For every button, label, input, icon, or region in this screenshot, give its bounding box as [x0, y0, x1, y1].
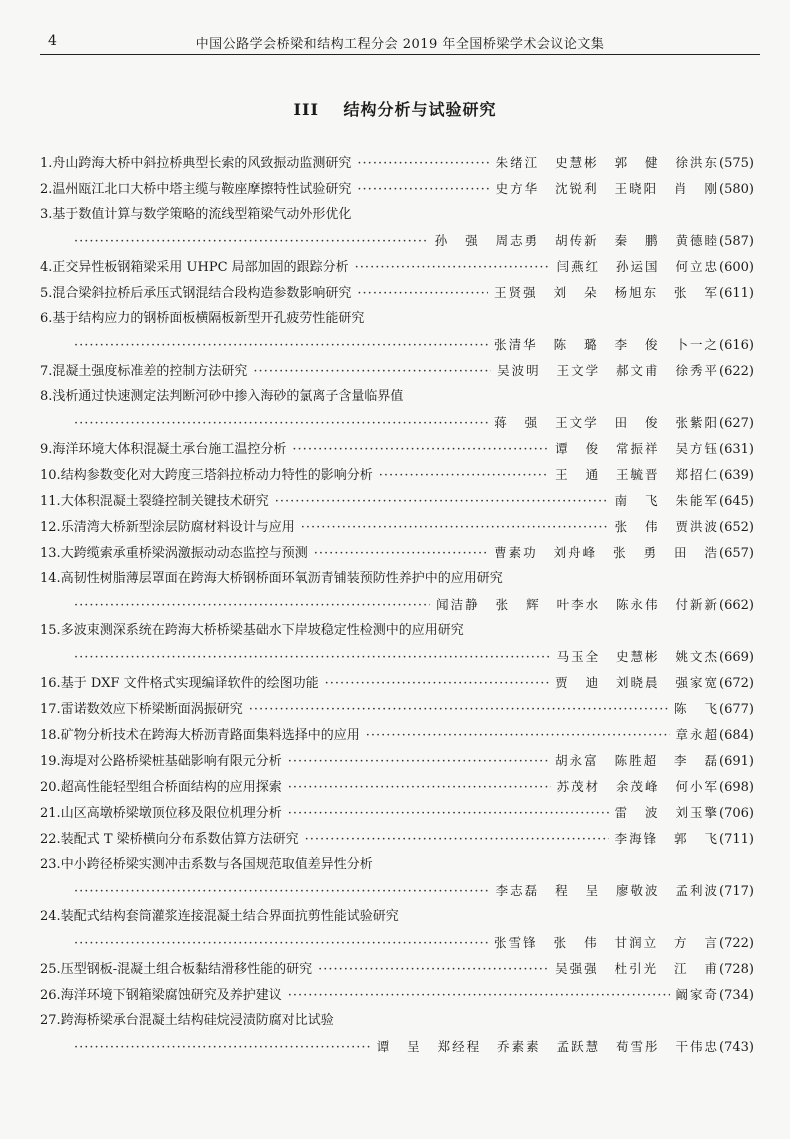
- entry-number: 25.: [40, 962, 61, 977]
- leader-dots: [357, 281, 488, 307]
- leader-dots: [288, 983, 670, 1009]
- entry-number: 2.: [40, 182, 53, 197]
- entry-page[interactable]: (600): [719, 260, 754, 275]
- entry-number: 12.: [40, 520, 61, 535]
- toc-entry-title-row: [40, 202, 754, 228]
- leader-dots: [305, 827, 609, 853]
- leader-dots: [288, 801, 609, 827]
- entry-number: 9.: [40, 442, 53, 457]
- entry-page[interactable]: (657): [719, 546, 754, 561]
- toc-entry-row: [40, 956, 754, 982]
- toc-entry[interactable]: [40, 462, 754, 488]
- entry-title[interactable]: 山区高墩桥梁墩顶位移及限位机理分析: [60, 806, 282, 821]
- entry-authors: 李海锋 郭 飞: [614, 831, 720, 846]
- entry-number: 23.: [40, 857, 61, 872]
- entry-page[interactable]: (575): [719, 156, 754, 171]
- entry-number: 8.: [40, 389, 53, 404]
- leader-dots: [275, 489, 609, 515]
- entry-authors: 李志磊 程 呈 廖敬波 孟利波: [495, 883, 720, 898]
- toc-entry-row: [40, 670, 754, 696]
- toc-entry-author-row: [40, 878, 754, 904]
- entry-authors: 王 通 王毓晋 郑招仁: [555, 467, 720, 482]
- leader-dots: [318, 957, 549, 983]
- toc-entry[interactable]: [40, 800, 754, 826]
- entry-authors: 陈 飞: [674, 701, 720, 716]
- entry-title[interactable]: 乐清湾大桥新型涂层防腐材料设计与应用: [60, 520, 295, 535]
- table-of-contents: [40, 150, 754, 1060]
- entry-page[interactable]: (627): [719, 416, 754, 431]
- entry-number: 7.: [40, 364, 53, 379]
- entry-number: 13.: [40, 546, 61, 561]
- entry-page[interactable]: (711): [719, 832, 754, 847]
- entry-authors: 曹素功 刘舟峰 张 勇 田 浩: [494, 545, 720, 560]
- toc-entry-author-row: [40, 592, 754, 618]
- toc-entry-title-row: [40, 852, 754, 878]
- toc-entry[interactable]: [40, 1008, 754, 1060]
- toc-entry[interactable]: [40, 618, 754, 670]
- entry-authors: 雷 波 刘玉擎: [614, 805, 720, 820]
- toc-entry[interactable]: [40, 956, 754, 982]
- entry-number: 27.: [40, 1013, 61, 1028]
- entry-title[interactable]: 装配式结构套筒灌浆连接混凝土结合界面抗剪性能试验研究: [60, 909, 399, 924]
- entry-authors: 章永超: [675, 727, 720, 742]
- entry-authors: 吴强强 杜引光 江 甫: [555, 961, 720, 976]
- leader-dots: [288, 775, 551, 801]
- entry-number: 19.: [40, 754, 61, 769]
- entry-authors: 吴波明 王文学 郝文甫 徐秀平: [497, 363, 720, 378]
- entry-number: 20.: [40, 780, 61, 795]
- entry-page[interactable]: (645): [719, 494, 754, 509]
- entry-page[interactable]: (706): [719, 806, 754, 821]
- entry-number: 6.: [40, 311, 53, 326]
- entry-authors: 王贤强 刘 朵 杨旭东 张 军: [494, 285, 720, 300]
- entry-authors: 苏茂材 余茂峰 何小军: [556, 779, 720, 794]
- leader-dots: [288, 749, 549, 775]
- leader-dots: [301, 515, 609, 541]
- entry-page[interactable]: (717): [719, 884, 754, 899]
- toc-entry[interactable]: [40, 254, 754, 280]
- leader-dots: [74, 411, 488, 437]
- toc-entry-row: [40, 358, 754, 384]
- leader-dots: [357, 151, 489, 177]
- entry-authors: 蒋 强 王文学 田 俊 张紫阳: [494, 415, 720, 430]
- toc-entry-title-row: [40, 384, 754, 410]
- entry-title[interactable]: 矿物分析技术在跨海大桥沥青路面集料选择中的应用: [60, 728, 360, 743]
- entry-number: 14.: [40, 571, 61, 586]
- leader-dots: [366, 723, 670, 749]
- toc-entry-row: [40, 748, 754, 774]
- entry-authors: 史方华 沈锐利 王晓阳 肖 刚: [495, 181, 720, 196]
- running-header: [40, 30, 760, 54]
- entry-number: 16.: [40, 676, 61, 691]
- leader-dots: [253, 359, 491, 385]
- section-title-text: 结构分析与试验研究: [343, 100, 497, 119]
- entry-title[interactable]: 压型钢板-混凝土组合板黏结滑移性能的研究: [60, 962, 313, 977]
- entry-page[interactable]: (669): [719, 650, 754, 665]
- toc-entry-row: [40, 280, 754, 306]
- entry-authors: 朱绪江 史慧彬 郭 健 徐洪东: [495, 155, 720, 170]
- leader-dots: [74, 1035, 371, 1061]
- toc-entry[interactable]: [40, 566, 754, 618]
- leader-dots: [355, 255, 551, 281]
- leader-dots: [74, 593, 430, 619]
- entry-page[interactable]: (677): [719, 702, 754, 717]
- entry-number: 21.: [40, 806, 61, 821]
- toc-entry[interactable]: [40, 852, 754, 904]
- entry-title[interactable]: 正交异性板钢箱梁采用 UHPC 局部加固的跟踪分析: [52, 260, 349, 275]
- toc-entry-row: [40, 696, 754, 722]
- entry-number: 3.: [40, 207, 53, 222]
- entry-title[interactable]: 基于结构应力的钢桥面板横隔板新型开孔疲劳性能研究: [52, 311, 365, 326]
- section-title: [0, 97, 790, 120]
- entry-authors: 张 伟 贾洪波: [614, 519, 720, 534]
- toc-entry[interactable]: [40, 904, 754, 956]
- toc-entry-title-row: [40, 566, 754, 592]
- entry-authors: 闫燕红 孙运国 何立忠: [556, 259, 720, 274]
- entry-title[interactable]: 多波束测深系统在跨海大桥桥梁基础水下岸坡稳定性检测中的应用研究: [60, 623, 464, 638]
- toc-entry-row: [40, 436, 754, 462]
- toc-entry-row: [40, 150, 754, 176]
- toc-entry-title-row: [40, 1008, 754, 1034]
- entry-number: 17.: [40, 702, 61, 717]
- section-roman-numeral: III: [293, 100, 319, 119]
- toc-entry-row: [40, 722, 754, 748]
- entry-page[interactable]: (631): [719, 442, 754, 457]
- entry-page[interactable]: (662): [719, 598, 754, 613]
- entry-page[interactable]: (580): [719, 182, 754, 197]
- entry-number: 10.: [40, 468, 61, 483]
- toc-entry-row: [40, 514, 754, 540]
- entry-title[interactable]: 海洋环境下钢箱梁腐蚀研究及养护建议: [60, 988, 282, 1003]
- entry-title[interactable]: 混合梁斜拉桥后承压式钢混结合段构造参数影响研究: [52, 286, 352, 301]
- entry-title[interactable]: 装配式 T 梁桥横向分布系数估算方法研究: [60, 832, 299, 847]
- toc-entry-author-row: [40, 1034, 754, 1060]
- entry-title[interactable]: 基于 DXF 文件格式实现编译软件的绘图功能: [60, 676, 319, 691]
- toc-entry-row: [40, 800, 754, 826]
- entry-page[interactable]: (616): [719, 338, 754, 353]
- entry-authors: 闻洁静 张 辉 叶李水 陈永伟 付新新: [436, 597, 720, 612]
- toc-entry[interactable]: [40, 826, 754, 852]
- toc-entry[interactable]: [40, 748, 754, 774]
- header-title: 中国公路学会桥梁和结构工程分会 2019 年全国桥梁学术会议论文集: [195, 37, 605, 52]
- entry-number: 4.: [40, 260, 53, 275]
- leader-dots: [74, 333, 488, 359]
- toc-entry[interactable]: [40, 436, 754, 462]
- entry-number: 1.: [40, 156, 53, 171]
- toc-entry[interactable]: [40, 280, 754, 306]
- leader-dots: [379, 463, 549, 489]
- leader-dots: [325, 671, 549, 697]
- entry-title[interactable]: 浅析通过快速测定法判断河砂中掺入海砂的氯离子含量临界值: [52, 389, 404, 404]
- toc-entry[interactable]: [40, 150, 754, 176]
- toc-entry-row: [40, 540, 754, 566]
- leader-dots: [292, 437, 549, 463]
- toc-entry[interactable]: [40, 358, 754, 384]
- toc-entry[interactable]: [40, 384, 754, 436]
- entry-authors: 谭 呈 郑经程 乔素素 孟跃慧 荀雪彤 干伟忠: [376, 1039, 720, 1054]
- entry-page[interactable]: (611): [719, 286, 754, 301]
- entry-page[interactable]: (672): [719, 676, 754, 691]
- toc-entry-author-row: [40, 228, 754, 254]
- toc-entry-row: [40, 774, 754, 800]
- entry-title[interactable]: 结构参数变化对大跨度三塔斜拉桥动力特性的影响分析: [60, 468, 373, 483]
- entry-number: 22.: [40, 832, 61, 847]
- toc-entry-row: [40, 826, 754, 852]
- toc-entry-title-row: [40, 306, 754, 332]
- entry-page[interactable]: (734): [719, 988, 754, 1003]
- toc-entry[interactable]: [40, 722, 754, 748]
- entry-number: 18.: [40, 728, 61, 743]
- toc-entry[interactable]: [40, 176, 754, 202]
- toc-entry-row: [40, 176, 754, 202]
- entry-title[interactable]: 海堤对公路桥梁桩基础影响有限元分析: [60, 754, 282, 769]
- entry-title[interactable]: 雷诺数效应下桥梁断面涡振研究: [60, 702, 243, 717]
- entry-page[interactable]: (691): [719, 754, 754, 769]
- toc-entry-author-row: [40, 332, 754, 358]
- entry-page[interactable]: (722): [719, 936, 754, 951]
- toc-entry[interactable]: [40, 982, 754, 1008]
- entry-title[interactable]: 中小跨径桥梁实测冲击系数与各国规范取值差异性分析: [60, 857, 373, 872]
- entry-number: 26.: [40, 988, 61, 1003]
- toc-entry-row: [40, 254, 754, 280]
- toc-entry-row: [40, 462, 754, 488]
- entry-title[interactable]: 舟山跨海大桥中斜拉桥典型长索的风致振动监测研究: [52, 156, 352, 171]
- toc-entry[interactable]: [40, 306, 754, 358]
- entry-page[interactable]: (698): [719, 780, 754, 795]
- entry-title[interactable]: 大体积混凝土裂缝控制关键技术研究: [60, 494, 269, 509]
- entry-authors: 阚家奇: [675, 987, 720, 1002]
- toc-entry[interactable]: [40, 514, 754, 540]
- entry-title[interactable]: 混凝土强度标准差的控制方法研究: [52, 364, 248, 379]
- toc-entry-title-row: [40, 904, 754, 930]
- toc-entry-row: [40, 982, 754, 1008]
- leader-dots: [74, 645, 551, 671]
- leader-dots: [74, 879, 490, 905]
- entry-title[interactable]: 基于数值计算与数学策略的流线型箱梁气动外形优化: [52, 207, 352, 222]
- entry-number: 15.: [40, 623, 61, 638]
- entry-page[interactable]: (743): [719, 1040, 754, 1055]
- entry-title[interactable]: 海洋环境大体积混凝土承台施工温控分析: [52, 442, 287, 457]
- entry-authors: 胡永富 陈胜超 李 磊: [555, 753, 720, 768]
- toc-entry-author-row: [40, 930, 754, 956]
- entry-title[interactable]: 超高性能轻型组合桥面结构的应用探索: [60, 780, 282, 795]
- toc-entry-author-row: [40, 410, 754, 436]
- entry-authors: 贾 迪 刘晓晨 强家宽: [555, 675, 720, 690]
- toc-entry[interactable]: [40, 540, 754, 566]
- entry-page[interactable]: (728): [719, 962, 754, 977]
- entry-title[interactable]: 高韧性树脂薄层罩面在跨海大桥钢桥面环氧沥青铺装预防性养护中的应用研究: [60, 571, 503, 586]
- entry-authors: 张清华 陈 璐 李 俊 卜一之: [494, 337, 720, 352]
- entry-page[interactable]: (639): [719, 468, 754, 483]
- toc-entry[interactable]: [40, 670, 754, 696]
- toc-entry-title-row: [40, 618, 754, 644]
- entry-title[interactable]: 大跨缆索承重桥梁涡激振动动态监控与预测: [60, 546, 308, 561]
- toc-entry-row: [40, 488, 754, 514]
- toc-entry[interactable]: [40, 696, 754, 722]
- entry-page[interactable]: (652): [719, 520, 754, 535]
- entry-title[interactable]: 跨海桥梁承台混凝土结构硅烷浸渍防腐对比试验: [60, 1013, 334, 1028]
- leader-dots: [314, 541, 488, 567]
- entry-authors: 张雪锋 张 伟 甘润立 方 言: [494, 935, 720, 950]
- leader-dots: [249, 697, 668, 723]
- entry-title[interactable]: 温州瓯江北口大桥中塔主缆与鞍座摩擦特性试验研究: [52, 182, 352, 197]
- header-rule: [40, 54, 760, 55]
- entry-authors: 马玉全 史慧彬 姚文杰: [556, 649, 720, 664]
- entry-authors: 南 飞 朱能军: [614, 493, 720, 508]
- entry-authors: 孙 强 周志勇 胡传新 秦 鹏 黄德睦: [434, 233, 720, 248]
- toc-entry-author-row: [40, 644, 754, 670]
- entry-number: 11.: [40, 494, 61, 509]
- entry-authors: 谭 俊 常振祥 吴方钰: [555, 441, 720, 456]
- leader-dots: [74, 931, 488, 957]
- toc-entry[interactable]: [40, 202, 754, 254]
- leader-dots: [357, 177, 489, 203]
- entry-number: 24.: [40, 909, 61, 924]
- entry-number: 5.: [40, 286, 53, 301]
- leader-dots: [74, 229, 429, 255]
- page-number: 4: [48, 33, 57, 49]
- entry-page[interactable]: (622): [719, 364, 754, 379]
- entry-page[interactable]: (587): [719, 234, 754, 249]
- toc-entry[interactable]: [40, 488, 754, 514]
- entry-page[interactable]: (684): [719, 728, 754, 743]
- toc-entry[interactable]: [40, 774, 754, 800]
